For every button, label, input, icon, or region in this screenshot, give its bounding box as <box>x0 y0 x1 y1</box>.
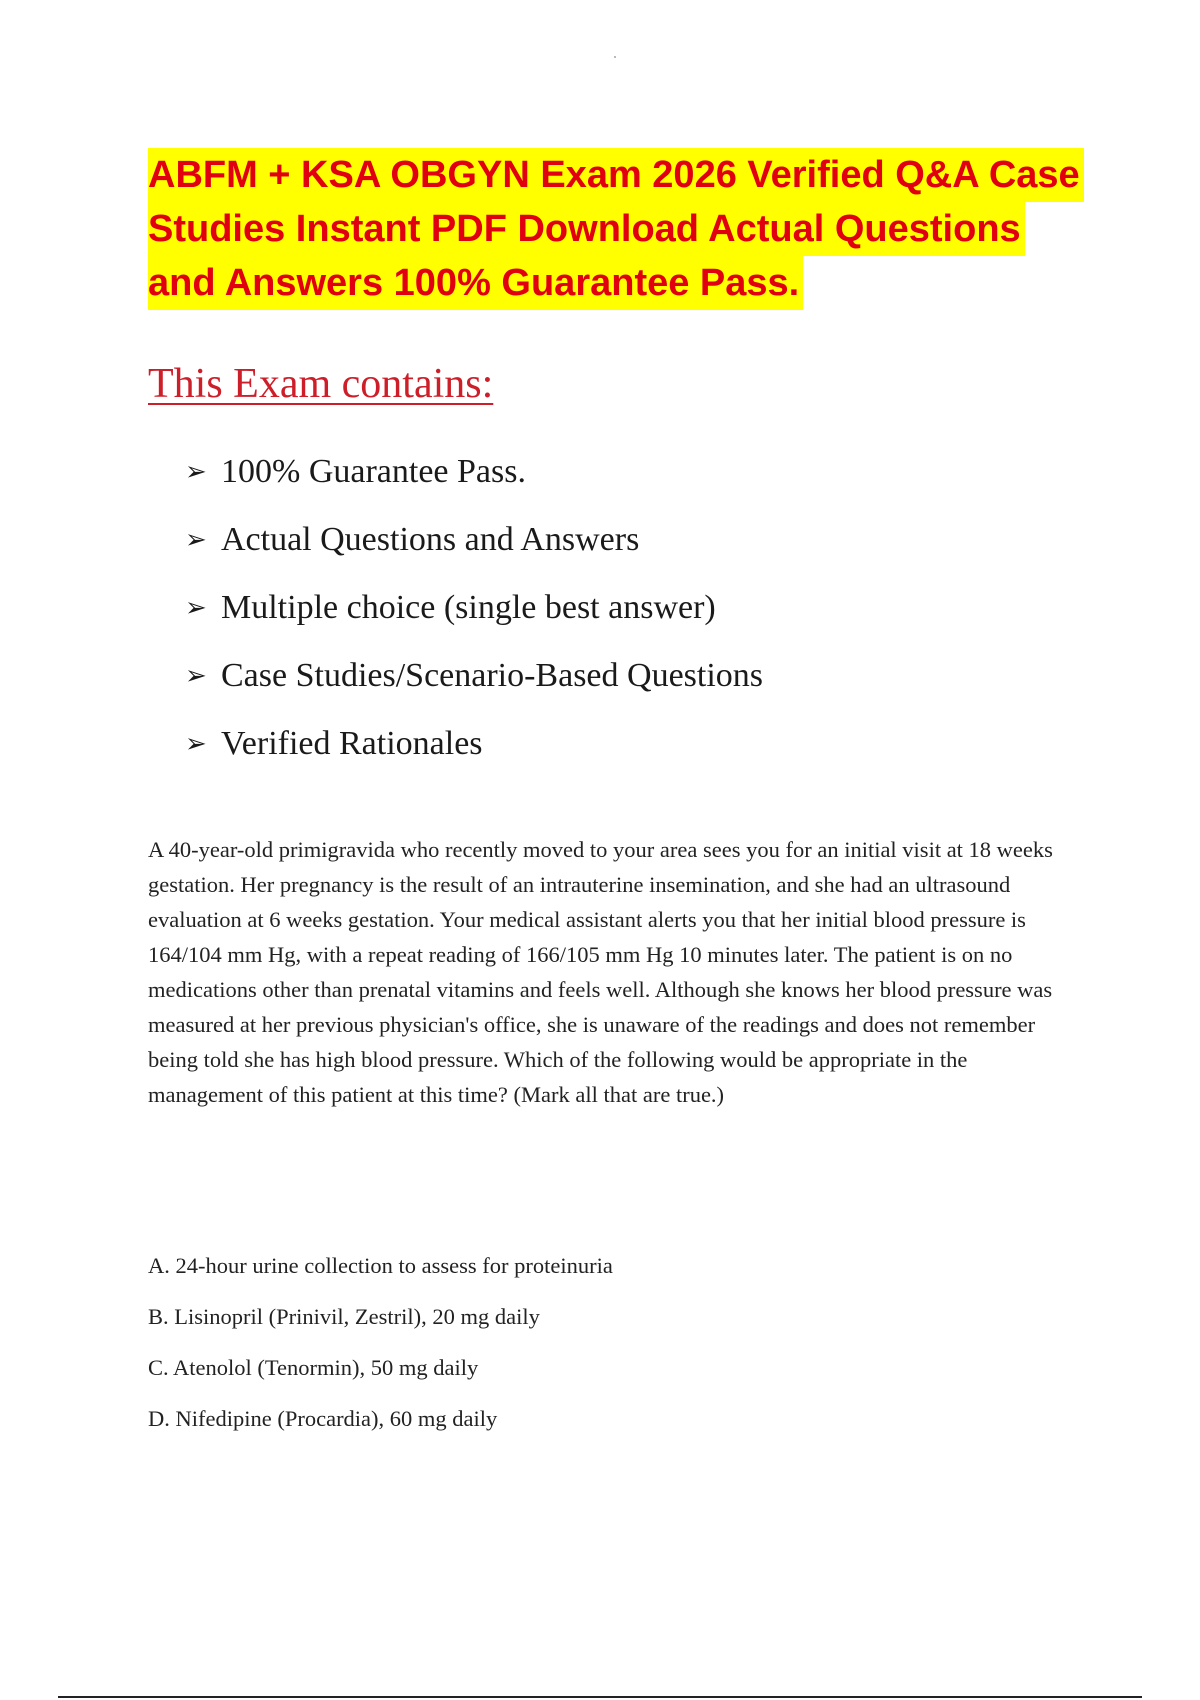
section-heading: This Exam contains: <box>148 361 494 407</box>
arrow-bullet-icon: ➢ <box>185 457 207 487</box>
answer-option: A. 24-hour urine collection to assess for proteinuria <box>148 1253 613 1278</box>
feature-list <box>185 438 763 778</box>
answer-option: C. Atenolol (Tenormin), 50 mg daily <box>148 1355 479 1380</box>
feature-item <box>185 642 763 710</box>
arrow-bullet-icon: ➢ <box>185 525 207 555</box>
feature-item <box>185 506 763 574</box>
feature-item <box>185 710 763 778</box>
feature-label: Verified Rationales <box>221 725 483 762</box>
answer-option: D. Nifedipine (Procardia), 60 mg daily <box>148 1406 498 1431</box>
arrow-bullet-icon: ➢ <box>185 729 207 759</box>
feature-label: 100% Guarantee Pass. <box>221 453 526 490</box>
footer-divider <box>58 1696 1142 1698</box>
answer-options <box>148 1250 613 1454</box>
scan-mark <box>614 56 616 58</box>
title-line: ABFM + KSA OBGYN Exam 2026 Verified Q&A Case <box>148 148 1084 202</box>
title-line: Studies Instant PDF Download Actual Questions <box>148 202 1025 256</box>
question-stem: A 40-year-old primigravida who recently moved to your area sees you for an initial visit at 18 weeks gestation. Her pregnancy is the result of an intrauterine insemination, and she had an ultrasound evaluation at 6 weeks gestation. Your medical assistant alerts you that her initial blood pressure is 164/104 mm Hg, with a repeat reading of 166/105 mm Hg 10 minutes later. The patient is on no medications other than prenatal vitamins and feels well. Although she knows her blood pressure was measured at her previous physician's office, she is unaware of the readings and does not remember being told she has high blood pressure. Which of the following would be appropriate in the management of this patient at this time? (Mark all that are true.) <box>148 837 1053 1107</box>
feature-label: Actual Questions and Answers <box>221 521 640 558</box>
title-line: and Answers 100% Guarantee Pass. <box>148 256 803 310</box>
arrow-bullet-icon: ➢ <box>185 593 207 623</box>
feature-label: Case Studies/Scenario-Based Questions <box>221 657 764 694</box>
feature-label: Multiple choice (single best answer) <box>221 589 716 626</box>
arrow-bullet-icon: ➢ <box>185 661 207 691</box>
feature-item <box>185 574 763 642</box>
feature-item <box>185 438 763 506</box>
answer-option: B. Lisinopril (Prinivil, Zestril), 20 mg daily <box>148 1304 540 1329</box>
document-title <box>148 148 1078 310</box>
